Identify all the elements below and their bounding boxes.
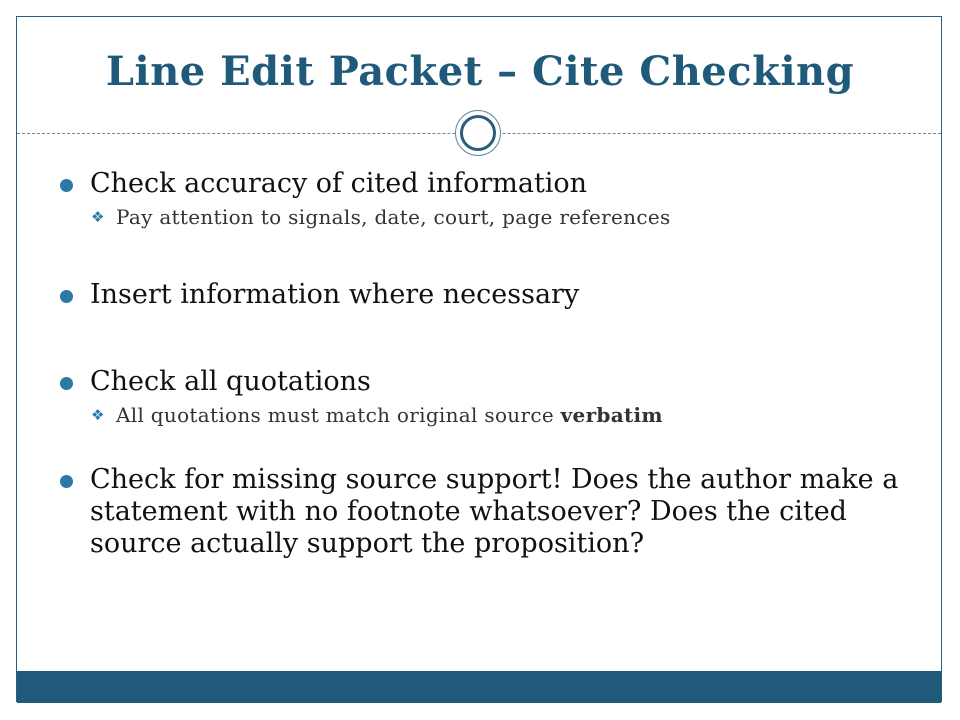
bullet-main xyxy=(58,279,918,311)
diamond-bullet-icon: ❖ xyxy=(91,406,105,424)
bullet-item xyxy=(58,279,918,311)
slide-title: Line Edit Packet – Cite Checking xyxy=(105,48,855,95)
sub-bullet-text: Pay attention to signals, date, court, page references xyxy=(116,205,671,229)
filled-circle-bullet-icon xyxy=(60,290,73,303)
sub-bullet xyxy=(58,402,918,428)
bullet-main xyxy=(58,464,918,560)
sub-bullet-text: All quotations must match original source xyxy=(116,403,561,427)
bullet-item xyxy=(58,366,918,428)
bullet-text: Check all quotations xyxy=(90,366,371,397)
bullet-text: Check accuracy of cited information xyxy=(90,168,588,199)
bullet-main xyxy=(58,366,918,398)
bullet-item xyxy=(58,464,918,560)
bullet-text: Insert information where necessary xyxy=(90,279,580,310)
bullet-main xyxy=(58,168,918,200)
bullet-list xyxy=(58,168,918,560)
ring-ornament-inner xyxy=(460,115,496,151)
filled-circle-bullet-icon xyxy=(60,179,73,192)
footer-bar xyxy=(17,671,941,703)
sub-bullet xyxy=(58,204,918,230)
filled-circle-bullet-icon xyxy=(60,475,73,488)
ring-ornament-icon xyxy=(455,110,501,156)
bullet-item xyxy=(58,168,918,230)
diamond-bullet-icon: ❖ xyxy=(91,208,105,226)
bullet-text: Check for missing source support! Does the author make a statement with no footnote whatsoever? Does the cited source actually support the proposition? xyxy=(90,464,899,559)
sub-bullet-emphasis: verbatim xyxy=(560,403,663,427)
filled-circle-bullet-icon xyxy=(60,377,73,390)
